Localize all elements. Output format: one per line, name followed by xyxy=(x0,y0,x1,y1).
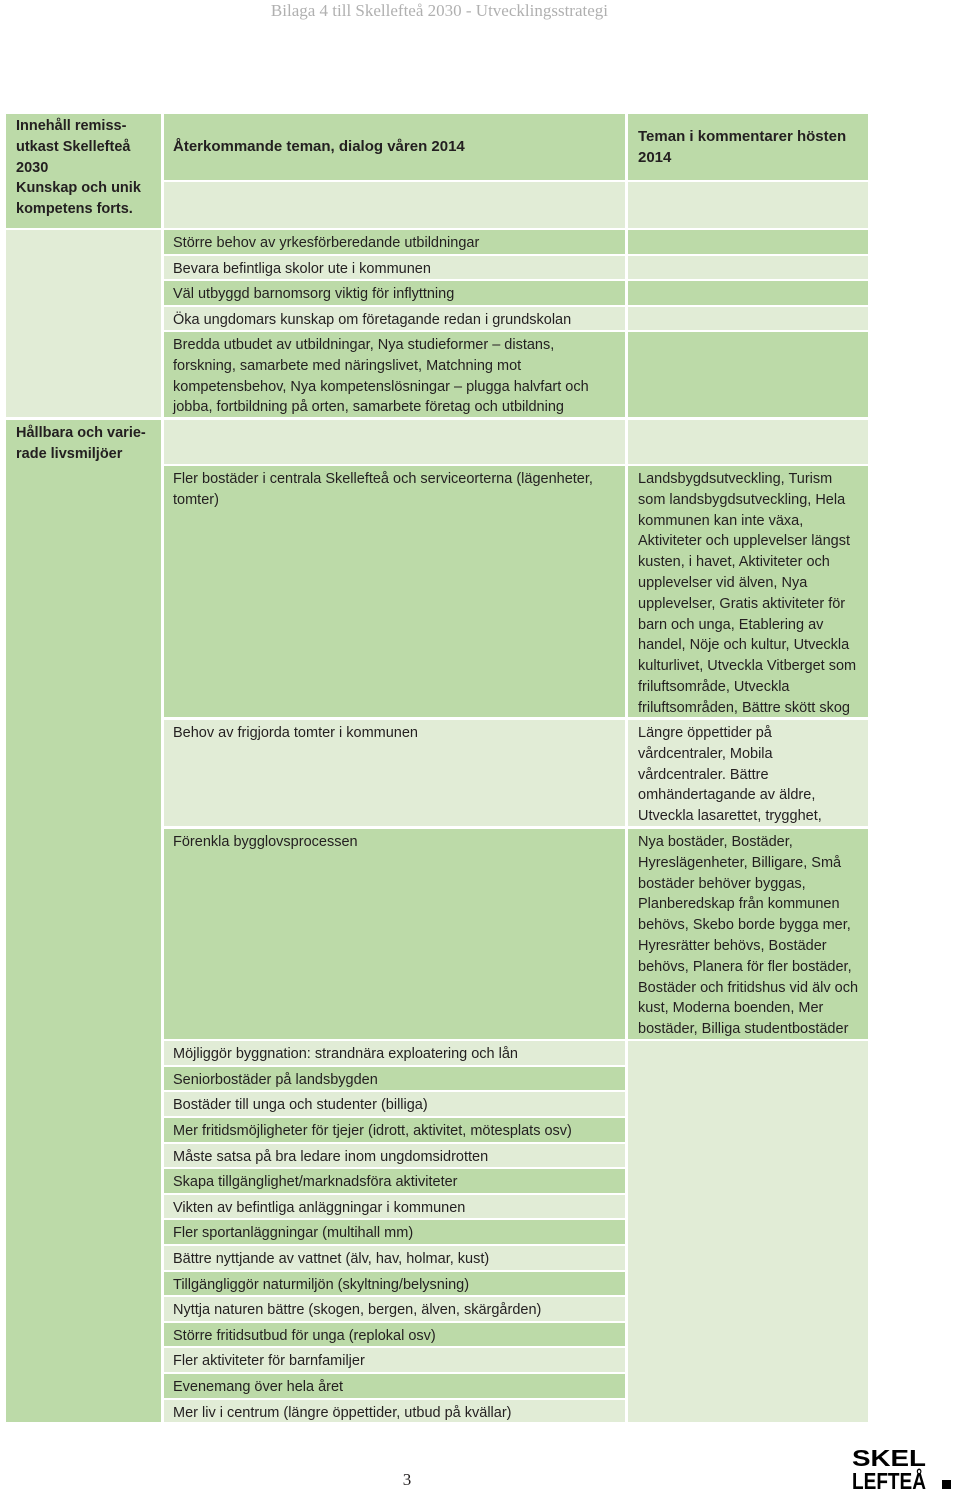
col2-row: Möjliggör byggnation: strandnära exploatering och lån xyxy=(164,1041,625,1065)
col2-row: Fler sportanläggningar (multihall mm) xyxy=(164,1220,625,1244)
col2-row: Bättre nyttjande av vattnet (älv, hav, holmar, kust) xyxy=(164,1246,625,1270)
col3-spacer xyxy=(628,182,868,228)
col2-row: Bostäder till unga och studenter (billiga) xyxy=(164,1092,625,1116)
col3-empty-row xyxy=(628,256,868,279)
col2-row: Behov av frigjorda tomter i kommunen xyxy=(164,720,625,826)
col2-row: Bevara befintliga skolor ute i kommunen xyxy=(164,256,625,279)
col2-row: Vikten av befintliga anläggningar i kommunen xyxy=(164,1195,625,1218)
col2-row: Öka ungdomars kunskap om företagande redan i grundskolan xyxy=(164,307,625,330)
col2-row: Tillgängliggör naturmiljön (skyltning/belysning) xyxy=(164,1272,625,1295)
col2-spacer xyxy=(164,182,625,228)
col1-cell-empty xyxy=(6,230,161,417)
col2-row: Måste satsa på bra ledare inom ungdomsidrotten xyxy=(164,1144,625,1167)
col3-comment-block: Nya bostäder, Bostäder, Hyreslägenheter, Billigare, Små bostäder behöver byggas, Planberedskap från kommunen behövs, Skebo borde bygga mer, Hyresrätter behövs, Bostäder behövs, Planera för fler bostäder, Bostäder och fritidshus vid älv och kust, Moderna boenden, Mer bostäder, Billiga studentbostäder xyxy=(628,829,868,1039)
col1-section-livsmiljoer: Hållbara och varie-rade livsmiljöer xyxy=(16,425,146,462)
col2-row: Seniorbostäder på landsbygden xyxy=(164,1067,625,1090)
col3-empty-row xyxy=(628,420,868,464)
col2-row: Större fritidsutbud för unga (replokal osv) xyxy=(164,1323,625,1346)
col2-row: Bredda utbudet av utbildningar, Nya studieformer – distans, forskning, samarbete med näringslivet, Matchning mot kompetensbehov, Nya kompetenslösningar – plugga halvfart och jobba, fortbildning på orten, samarbete företag och utbildning xyxy=(164,332,625,417)
col3-empty-row xyxy=(628,230,868,254)
svg-text:SKEL: SKEL xyxy=(852,1445,926,1471)
col3-heading: Teman i kommentarer hösten 2014 xyxy=(628,114,868,180)
col3-comment-block: Landsbygdsutveckling, Turism som landsbygdsutveckling, Hela kommunen kan inte växa, Aktiviteter och upplevelser längst kusten, i havet, Aktiviteter och upplevelser vid älven, Nya upplevelser, Gratis aktiviteter för barn och unga, Etablering av handel, Nöje och kultur, Utveckla kulturlivet, Utveckla Vitberget som friluftsområde, Utveckla friluftsområden, Bättre skött skog xyxy=(628,466,868,717)
col2-row: Mer fritidsmöjligheter för tjejer (idrott, aktivitet, mötesplats osv) xyxy=(164,1118,625,1142)
col2-row: Fler bostäder i centrala Skellefteå och serviceorterna (lägenheter, tomter) xyxy=(164,466,625,717)
skelleftea-logo xyxy=(852,1445,956,1491)
col2-row xyxy=(164,420,625,464)
col2-row: Större behov av yrkesförberedande utbildningar xyxy=(164,230,625,254)
col3-empty-row xyxy=(628,332,868,417)
col2-row: Mer liv i centrum (längre öppettider, utbud på kvällar) xyxy=(164,1400,625,1422)
col1-section-kunskap: Kunskap och unik kompetens forts. xyxy=(16,180,141,218)
svg-text:LEFTEÅ: LEFTEÅ xyxy=(852,1468,942,1491)
col3-empty-row xyxy=(628,281,868,305)
col3-empty-row xyxy=(628,307,868,330)
col2-row: Fler aktiviteter för barnfamiljer xyxy=(164,1348,625,1372)
col2-row: Väl utbyggd barnomsorg viktig för inflyttning xyxy=(164,281,625,305)
col2-row: Nyttja naturen bättre (skogen, bergen, älven, skärgården) xyxy=(164,1297,625,1321)
col3-empty-block xyxy=(628,1041,868,1422)
col3-comment-block: Längre öppettider på vårdcentraler, Mobila vårdcentraler. Bättre omhändertagande av äldre, Utveckla lasarettet, trygghet, xyxy=(628,720,868,826)
col1-cell-intro xyxy=(6,114,161,228)
col2-row: Evenemang över hela året xyxy=(164,1374,625,1398)
col1-title: Innehåll remiss-utkast Skellefteå 2030 xyxy=(16,118,131,176)
page-number: 3 xyxy=(402,1470,412,1489)
col1-cell-livsmiljoer xyxy=(6,420,161,1422)
col2-row: Skapa tillgänglighet/marknadsföra aktiviteter xyxy=(164,1169,625,1193)
col2-row: Förenkla bygglovsprocessen xyxy=(164,829,625,1039)
page-header: Bilaga 4 till Skellefteå 2030 - Utvecklingsstrategi xyxy=(270,1,608,20)
col2-heading: Återkommande teman, dialog våren 2014 xyxy=(164,114,625,180)
